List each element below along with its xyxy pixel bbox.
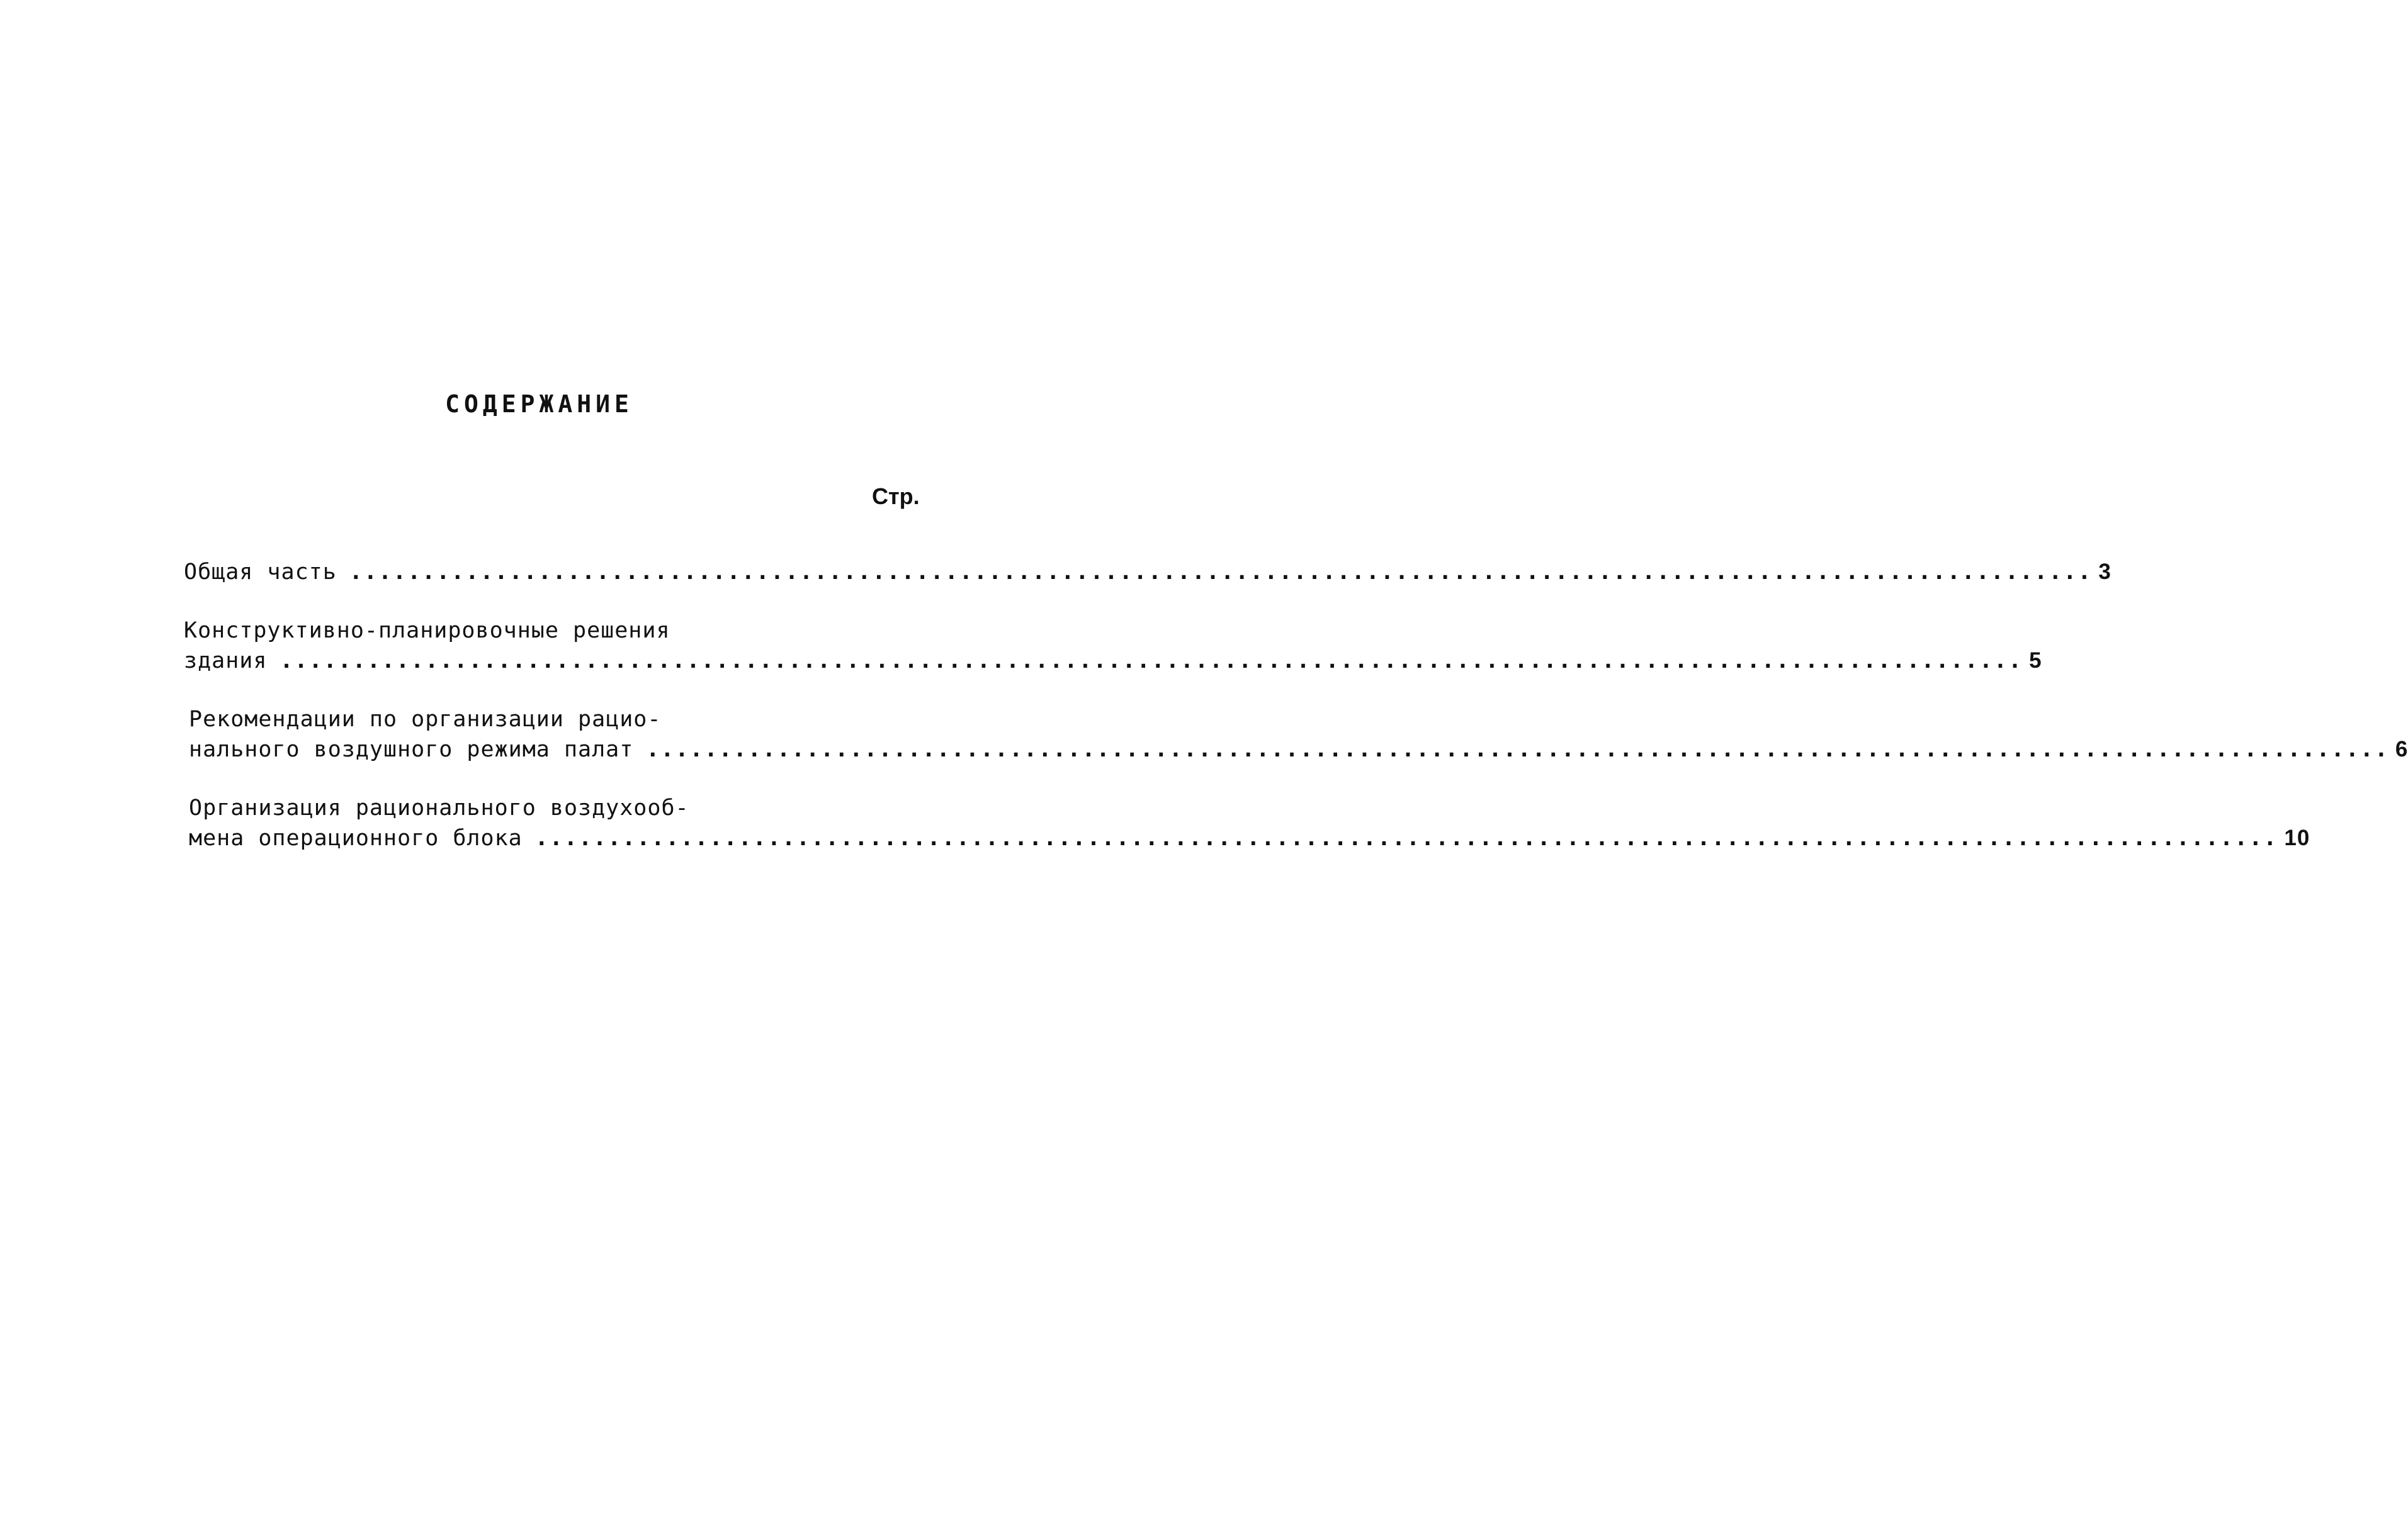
toc-page-number: 6 xyxy=(2395,737,2408,762)
toc-entry-operating-block[interactable] xyxy=(189,793,2310,853)
toc-entry-text: Общая часть xyxy=(184,559,337,585)
toc-page-number: 10 xyxy=(2284,826,2310,850)
toc-entry-row xyxy=(184,557,2111,587)
toc-entry-text: здания xyxy=(184,648,268,673)
toc-entry-row xyxy=(189,823,2310,853)
toc-entry-planning[interactable] xyxy=(184,615,2042,676)
dot-leader: ........................................................................................................................ xyxy=(349,559,2093,585)
toc-page-number: 5 xyxy=(2029,648,2042,673)
toc-entry-ward-air[interactable] xyxy=(189,704,2408,765)
toc-entry-text: Конструктивно-планировочные решения xyxy=(184,618,670,643)
toc-entry-row xyxy=(184,646,2042,676)
dot-leader: ........................................................................................................................ xyxy=(534,826,2278,851)
dot-leader: ........................................................................................................................ xyxy=(646,737,2389,762)
toc-entry-text: нального воздушного режима палат xyxy=(189,737,634,762)
toc-entry-text: мена операционного блока xyxy=(189,826,523,851)
table-of-contents xyxy=(184,557,2408,882)
page-title: СОДЕРЖАНИЕ xyxy=(445,390,633,418)
toc-entry-text: Организация рационального воздухооб- xyxy=(189,795,689,821)
toc-entry-text: Рекомендации по организации рацио- xyxy=(189,707,662,732)
toc-entry-row xyxy=(189,734,2408,765)
toc-page-number: 3 xyxy=(2098,559,2111,584)
dot-leader: ........................................................................................................................ xyxy=(280,648,2023,673)
page-column-header: Стр. xyxy=(872,483,920,509)
toc-entry-general[interactable] xyxy=(184,557,2111,587)
